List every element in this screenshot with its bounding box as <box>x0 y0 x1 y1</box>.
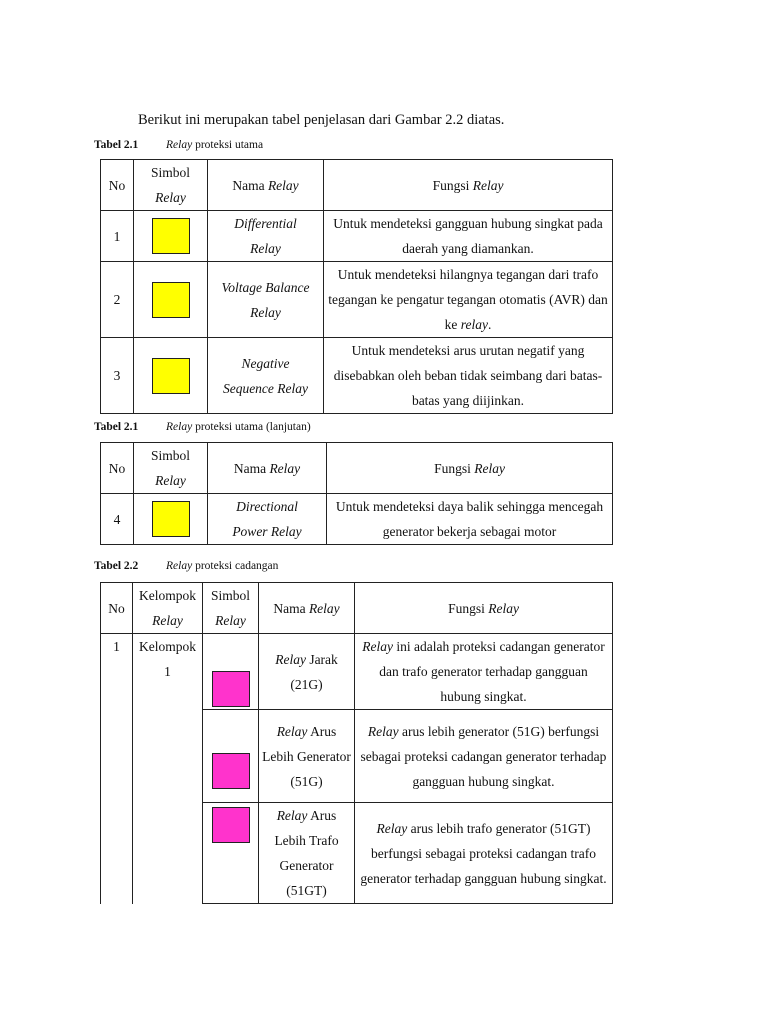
header-no: No <box>101 443 134 494</box>
header-nama: Nama Relay <box>259 583 355 634</box>
table1b-caption <box>94 421 311 433</box>
yellow-square-symbol-icon <box>152 501 190 537</box>
relay-name: Relay Arus Lebih Generator (51G) <box>259 710 355 803</box>
symbol-cell <box>203 634 259 710</box>
table1b-caption-relay: Relay <box>166 421 193 433</box>
row-number: 1 <box>101 211 134 262</box>
table1b-caption-text: proteksi utama (lanjutan) <box>195 421 311 433</box>
relay-function: Untuk mendeteksi hilangnya tegangan dari trafo tegangan ke pengatur tegangan otomatis (AVR) dan ke relay. <box>324 262 613 338</box>
magenta-square-symbol-icon <box>212 753 250 789</box>
table2-caption-text: proteksi cadangan <box>195 560 279 572</box>
symbol-cell <box>134 338 208 414</box>
symbol-cell <box>134 494 208 545</box>
header-simbol: Simbol Relay <box>134 443 208 494</box>
symbol-cell <box>134 211 208 262</box>
relay-name: Relay Jarak (21G) <box>259 634 355 710</box>
relay-function: Untuk mendeteksi daya balik sehingga mencegah generator bekerja sebagai motor <box>327 494 613 545</box>
table-relay-proteksi-utama <box>100 159 613 414</box>
table1-caption <box>94 139 263 151</box>
relay-name: Relay Arus Lebih Trafo Generator (51GT) <box>259 803 355 904</box>
magenta-square-symbol-icon <box>212 671 250 707</box>
table1-header-row <box>101 160 613 211</box>
row-number: 4 <box>101 494 134 545</box>
table-row <box>101 634 613 710</box>
table-row <box>101 262 613 338</box>
table-relay-proteksi-cadangan <box>100 582 613 904</box>
header-kelompok: Kelompok Relay <box>133 583 203 634</box>
header-fungsi: Fungsi Relay <box>324 160 613 211</box>
table1b-caption-number: Tabel 2.1 <box>94 421 139 433</box>
relay-function: Relay ini adalah proteksi cadangan generator dan trafo generator terhadap gangguan hubung singkat. <box>355 634 613 710</box>
table2-caption <box>94 560 278 572</box>
table2-header-row <box>101 583 613 634</box>
symbol-cell <box>203 710 259 803</box>
relay-group: Kelompok 1 <box>133 634 203 904</box>
header-no: No <box>101 583 133 634</box>
table-row <box>101 338 613 414</box>
table2-caption-relay: Relay <box>166 560 193 572</box>
header-no: No <box>101 160 134 211</box>
header-simbol: Simbol Relay <box>134 160 208 211</box>
table-relay-proteksi-utama-lanjutan <box>100 442 613 545</box>
row-number: 3 <box>101 338 134 414</box>
header-fungsi: Fungsi Relay <box>327 443 613 494</box>
header-nama: Nama Relay <box>208 160 324 211</box>
relay-name: Voltage Balance Relay <box>208 262 324 338</box>
row-number: 1 <box>101 634 133 904</box>
header-simbol: Simbol Relay <box>203 583 259 634</box>
table1-caption-text: proteksi utama <box>195 139 264 151</box>
relay-name: Differential Relay <box>208 211 324 262</box>
yellow-square-symbol-icon <box>152 282 190 318</box>
header-fungsi: Fungsi Relay <box>355 583 613 634</box>
relay-name: Directional Power Relay <box>208 494 327 545</box>
relay-function: Relay arus lebih trafo generator (51GT) berfungsi sebagai proteksi cadangan trafo generator terhadap gangguan hubung singkat. <box>355 803 613 904</box>
table2-caption-number: Tabel 2.2 <box>94 560 139 572</box>
yellow-square-symbol-icon <box>152 358 190 394</box>
table1b-header-row <box>101 443 613 494</box>
relay-function: Relay arus lebih generator (51G) berfungsi sebagai proteksi cadangan generator terhadap gangguan hubung singkat. <box>355 710 613 803</box>
table1-caption-number: Tabel 2.1 <box>94 139 139 151</box>
yellow-square-symbol-icon <box>152 218 190 254</box>
relay-name: Negative Sequence Relay <box>208 338 324 414</box>
relay-function: Untuk mendeteksi arus urutan negatif yang disebabkan oleh beban tidak seimbang dari batas-batas yang diijinkan. <box>324 338 613 414</box>
symbol-cell <box>134 262 208 338</box>
row-number: 2 <box>101 262 134 338</box>
symbol-cell <box>203 803 259 904</box>
magenta-square-symbol-icon <box>212 807 250 843</box>
header-nama: Nama Relay <box>208 443 327 494</box>
table1-caption-relay: Relay <box>166 139 193 151</box>
table-row <box>101 494 613 545</box>
table-row <box>101 211 613 262</box>
relay-function: Untuk mendeteksi gangguan hubung singkat pada daerah yang diamankan. <box>324 211 613 262</box>
intro-paragraph: Berikut ini merupakan tabel penjelasan dari Gambar 2.2 diatas. <box>138 112 505 128</box>
